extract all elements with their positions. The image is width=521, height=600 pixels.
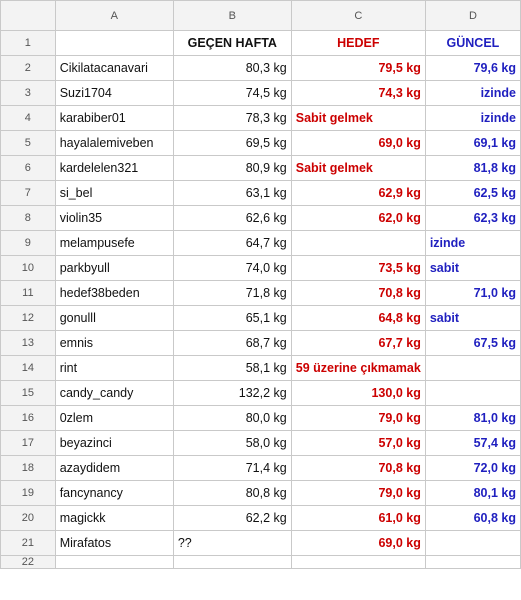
name-cell[interactable]: si_bel [55, 181, 173, 206]
last-week-cell[interactable]: 71,8 kg [173, 281, 291, 306]
target-cell[interactable]: 74,3 kg [291, 81, 425, 106]
target-cell[interactable]: 67,7 kg [291, 331, 425, 356]
current-cell[interactable]: 60,8 kg [425, 506, 520, 531]
current-cell[interactable]: 80,1 kg [425, 481, 520, 506]
target-cell[interactable]: Sabit gelmek [291, 156, 425, 181]
column-header-a[interactable]: A [55, 1, 173, 31]
table-row [1, 331, 521, 356]
current-cell[interactable]: sabit [425, 306, 520, 331]
name-cell[interactable]: Mirafatos [55, 531, 173, 556]
last-week-cell[interactable]: 64,7 kg [173, 231, 291, 256]
row-header[interactable]: 8 [1, 206, 56, 231]
row-header[interactable]: 18 [1, 456, 56, 481]
empty-cell[interactable] [425, 556, 520, 569]
current-cell[interactable]: izinde [425, 106, 520, 131]
table-row [1, 181, 521, 206]
name-cell[interactable]: Cikilatacanavari [55, 56, 173, 81]
name-cell[interactable]: gonulll [55, 306, 173, 331]
target-cell[interactable]: 69,0 kg [291, 131, 425, 156]
target-cell[interactable]: 59 üzerine çıkmamak [291, 356, 425, 381]
target-cell[interactable]: 70,8 kg [291, 456, 425, 481]
current-cell[interactable]: 79,6 kg [425, 56, 520, 81]
table-row [1, 56, 521, 81]
name-cell[interactable]: hayalalemiveben [55, 131, 173, 156]
last-week-cell[interactable]: 58,1 kg [173, 356, 291, 381]
table-row [1, 256, 521, 281]
target-cell[interactable] [291, 231, 425, 256]
table-row [1, 231, 521, 256]
table-row [1, 281, 521, 306]
table-row [1, 131, 521, 156]
row-header[interactable]: 14 [1, 356, 56, 381]
last-week-cell[interactable]: 74,0 kg [173, 256, 291, 281]
table-row [1, 81, 521, 106]
row-header[interactable]: 6 [1, 156, 56, 181]
row-header[interactable]: 11 [1, 281, 56, 306]
last-week-cell[interactable]: ?? [173, 531, 291, 556]
current-cell[interactable]: izinde [425, 81, 520, 106]
table-row [1, 406, 521, 431]
table-row [1, 381, 521, 406]
last-week-cell[interactable]: 58,0 kg [173, 431, 291, 456]
table-row [1, 481, 521, 506]
empty-cell[interactable] [173, 556, 291, 569]
last-week-cell[interactable]: 74,5 kg [173, 81, 291, 106]
current-cell[interactable]: 72,0 kg [425, 456, 520, 481]
table-row [1, 31, 521, 56]
last-week-cell[interactable]: 63,1 kg [173, 181, 291, 206]
row-header[interactable]: 13 [1, 331, 56, 356]
row-header[interactable]: 16 [1, 406, 56, 431]
current-cell[interactable]: 57,4 kg [425, 431, 520, 456]
row-header[interactable]: 3 [1, 81, 56, 106]
name-cell[interactable]: beyazinci [55, 431, 173, 456]
row-header[interactable]: 2 [1, 56, 56, 81]
column-header-d[interactable]: D [425, 1, 520, 31]
row-header[interactable]: 1 [1, 31, 56, 56]
name-cell[interactable]: kardelelen321 [55, 156, 173, 181]
name-cell[interactable]: karabiber01 [55, 106, 173, 131]
current-cell[interactable] [425, 531, 520, 556]
target-cell[interactable]: 79,5 kg [291, 56, 425, 81]
table-row [1, 106, 521, 131]
last-week-cell[interactable]: 80,8 kg [173, 481, 291, 506]
name-cell[interactable]: magickk [55, 506, 173, 531]
current-cell[interactable]: 67,5 kg [425, 331, 520, 356]
last-week-cell[interactable]: 78,3 kg [173, 106, 291, 131]
last-week-cell[interactable]: 68,7 kg [173, 331, 291, 356]
name-cell[interactable]: parkbyull [55, 256, 173, 281]
table-row [1, 431, 521, 456]
target-cell[interactable]: 73,5 kg [291, 256, 425, 281]
row-header[interactable]: 7 [1, 181, 56, 206]
target-cell[interactable]: 62,0 kg [291, 206, 425, 231]
name-cell[interactable]: melampusefe [55, 231, 173, 256]
row-header[interactable]: 4 [1, 106, 56, 131]
name-cell[interactable]: candy_candy [55, 381, 173, 406]
name-cell[interactable]: azaydidem [55, 456, 173, 481]
last-week-cell[interactable]: 65,1 kg [173, 306, 291, 331]
current-cell[interactable]: 62,5 kg [425, 181, 520, 206]
target-cell[interactable]: Sabit gelmek [291, 106, 425, 131]
target-cell[interactable]: 70,8 kg [291, 281, 425, 306]
target-cell[interactable]: 64,8 kg [291, 306, 425, 331]
row-header[interactable]: 12 [1, 306, 56, 331]
column-header-c[interactable]: C [291, 1, 425, 31]
name-cell[interactable]: rint [55, 356, 173, 381]
name-cell[interactable]: emnis [55, 331, 173, 356]
current-cell[interactable] [425, 381, 520, 406]
table-row [1, 456, 521, 481]
table-row-partial [1, 556, 521, 569]
target-cell[interactable]: 57,0 kg [291, 431, 425, 456]
table-row [1, 356, 521, 381]
table-row [1, 156, 521, 181]
table-row [1, 506, 521, 531]
row-header[interactable]: 17 [1, 431, 56, 456]
cell-a1[interactable] [55, 31, 173, 56]
current-cell[interactable]: izinde [425, 231, 520, 256]
name-cell[interactable]: Suzi1704 [55, 81, 173, 106]
current-cell[interactable]: sabit [425, 256, 520, 281]
last-week-cell[interactable]: 62,2 kg [173, 506, 291, 531]
name-cell[interactable]: violin35 [55, 206, 173, 231]
row-header[interactable]: 19 [1, 481, 56, 506]
row-header[interactable]: 5 [1, 131, 56, 156]
last-week-cell[interactable]: 71,4 kg [173, 456, 291, 481]
last-week-cell[interactable]: 62,6 kg [173, 206, 291, 231]
target-cell[interactable]: 61,0 kg [291, 506, 425, 531]
last-week-cell[interactable]: 69,5 kg [173, 131, 291, 156]
last-week-cell[interactable]: 132,2 kg [173, 381, 291, 406]
last-week-cell[interactable]: 80,3 kg [173, 56, 291, 81]
table-row [1, 531, 521, 556]
table-row [1, 306, 521, 331]
empty-cell[interactable] [291, 556, 425, 569]
target-cell[interactable]: 79,0 kg [291, 406, 425, 431]
name-cell[interactable]: fancynancy [55, 481, 173, 506]
current-cell[interactable]: 81,8 kg [425, 156, 520, 181]
header-current[interactable]: GÜNCEL [425, 31, 520, 56]
last-week-cell[interactable]: 80,0 kg [173, 406, 291, 431]
last-week-cell[interactable]: 80,9 kg [173, 156, 291, 181]
target-cell[interactable]: 69,0 kg [291, 531, 425, 556]
current-cell[interactable] [425, 356, 520, 381]
current-cell[interactable]: 69,1 kg [425, 131, 520, 156]
header-last-week[interactable]: GEÇEN HAFTA [173, 31, 291, 56]
current-cell[interactable]: 81,0 kg [425, 406, 520, 431]
select-all-corner[interactable] [1, 1, 56, 31]
table-row [1, 206, 521, 231]
name-cell[interactable]: hedef38beden [55, 281, 173, 306]
column-header-b[interactable]: B [173, 1, 291, 31]
column-header-row [1, 1, 521, 31]
row-header[interactable]: 10 [1, 256, 56, 281]
row-header[interactable]: 9 [1, 231, 56, 256]
header-target[interactable]: HEDEF [291, 31, 425, 56]
row-header[interactable]: 22 [1, 556, 56, 569]
name-cell[interactable]: 0zlem [55, 406, 173, 431]
empty-cell[interactable] [55, 556, 173, 569]
target-cell[interactable]: 62,9 kg [291, 181, 425, 206]
row-header[interactable]: 15 [1, 381, 56, 406]
current-cell[interactable]: 71,0 kg [425, 281, 520, 306]
target-cell[interactable]: 79,0 kg [291, 481, 425, 506]
target-cell[interactable]: 130,0 kg [291, 381, 425, 406]
row-header[interactable]: 20 [1, 506, 56, 531]
current-cell[interactable]: 62,3 kg [425, 206, 520, 231]
row-header[interactable]: 21 [1, 531, 56, 556]
